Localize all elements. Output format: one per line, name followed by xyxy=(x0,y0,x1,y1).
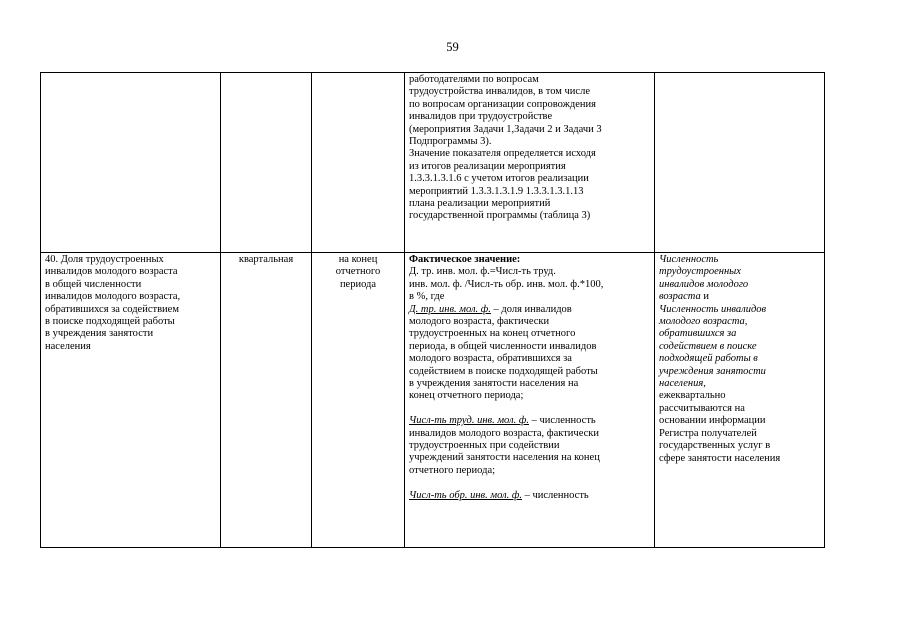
cell-periodicity-40 xyxy=(221,253,312,548)
source-line: Численность инвалидов xyxy=(659,303,767,315)
indicator-name-line: инвалидов молодого возраста, xyxy=(45,291,181,303)
indicators-table xyxy=(40,72,825,548)
source-line: трудоустроенных xyxy=(659,266,741,278)
formula-line: инв. мол. ф. /Числ-ть обр. инв. мол. ф.*100, xyxy=(409,278,604,290)
source-line: Регистра получателей xyxy=(659,427,757,439)
method-text-line: трудоустройства инвалидов, в том числе xyxy=(409,86,590,98)
definition-1-first-line xyxy=(409,304,650,316)
indicator-name-line: 40. Доля трудоустроенных xyxy=(45,254,164,265)
cell-date-empty xyxy=(312,73,405,253)
table-row-continuation xyxy=(41,73,825,253)
method-text-line: Значение показателя определяется исходя xyxy=(409,148,596,160)
method-text-line: государственной программы (таблица 3) xyxy=(409,210,591,222)
spacer xyxy=(409,403,650,415)
definition-2-line: трудоустроенных при содействии xyxy=(409,440,560,452)
method-text-line: Подпрограммы 3). xyxy=(409,136,492,148)
cell-periodicity-empty xyxy=(221,73,312,253)
source-line: инвалидов молодого xyxy=(659,278,749,290)
method-text-line: по вопросам организации сопровождения xyxy=(409,98,596,110)
indicator-name-line: населения xyxy=(45,340,91,352)
definition-2-first-line xyxy=(409,415,650,427)
periodicity-text: квартальная xyxy=(238,254,294,265)
definition-3-term: Числ-ть обр. инв. мол. ф. xyxy=(409,489,522,501)
definition-1-line: молодого возраста, обратившихся за xyxy=(409,353,572,365)
cell-indicator-empty xyxy=(41,73,221,253)
definition-1-line: содействием в поиске подходящей работы xyxy=(409,365,598,377)
definition-1-line: трудоустроенных на конец отчетного xyxy=(409,328,576,340)
definition-1-line: конец отчетного периода; xyxy=(409,390,524,402)
table-row-40 xyxy=(41,253,825,548)
definition-1-term: Д. тр. инв. мол. ф. xyxy=(409,303,491,315)
definition-2-line: инвалидов молодого возраста, фактически xyxy=(409,427,599,439)
date-text-line: периода xyxy=(339,278,377,290)
source-line: учреждения занятости xyxy=(659,365,766,377)
date-text-line: отчетного xyxy=(335,266,381,278)
method-text-line: из итогов реализации мероприятия xyxy=(409,160,566,172)
method-text-line: плана реализации мероприятий xyxy=(409,198,551,210)
source-line: основании информации xyxy=(659,415,766,427)
cell-method-40 xyxy=(405,253,655,548)
definition-2-text: – численность xyxy=(528,415,596,427)
definition-1-line: периода, в общей численности инвалидов xyxy=(409,340,597,352)
method-text-line: мероприятий 1.3.3.1.3.1.9 1.3.3.1.3.1.13 xyxy=(409,185,584,197)
indicator-name-line: обратившихся за содействием xyxy=(45,303,179,315)
method-text-line: (мероприятия Задачи 1,Задачи 2 и Задачи 3 xyxy=(409,123,602,135)
source-line: рассчитываются на xyxy=(659,402,745,414)
method-text-line: работодателями по вопросам xyxy=(409,74,539,85)
source-line: подходящей работы в xyxy=(659,353,758,365)
formula-line: Д. тр. инв. мол. ф.=Числ-ть труд. xyxy=(409,266,556,278)
source-plain-fragment: и xyxy=(700,291,709,303)
indicator-name-line: инвалидов молодого возраста xyxy=(45,266,178,278)
source-line: ежеквартально xyxy=(659,390,726,402)
cell-date-40 xyxy=(312,253,405,548)
formula-heading: Фактическое значение: xyxy=(409,254,521,265)
source-line: содействием в поиске xyxy=(659,340,757,352)
definition-2-term: Числ-ть труд. инв. мол. ф. xyxy=(409,415,529,427)
source-line xyxy=(659,291,820,303)
spacer xyxy=(409,477,650,489)
date-text-line: на конец xyxy=(338,254,378,265)
definition-3-text: – численность xyxy=(521,489,589,501)
source-italic-fragment: возраста xyxy=(659,291,701,303)
method-text-line: инвалидов при трудоустройстве xyxy=(409,111,553,123)
cell-source-empty xyxy=(655,73,825,253)
cell-method-continuation xyxy=(405,73,655,253)
source-line: обратившихся за xyxy=(659,328,737,340)
page-number: 59 xyxy=(446,40,459,54)
indicator-name-line: в общей численности xyxy=(45,278,142,290)
source-line: населения, xyxy=(659,378,706,390)
definition-1-line: молодого возраста, фактически xyxy=(409,316,550,328)
indicator-name-line: в учреждения занятости xyxy=(45,328,154,340)
source-line: государственных услуг в xyxy=(659,440,771,452)
indicator-name-line: в поиске подходящей работы xyxy=(45,316,175,328)
definition-2-line: отчетного периода; xyxy=(409,464,496,476)
source-line: молодого возраста, xyxy=(659,316,748,328)
cell-indicator-40 xyxy=(41,253,221,548)
definition-2-line: учреждений занятости населения на конец xyxy=(409,452,600,464)
cell-source-40 xyxy=(655,253,825,548)
source-line: сфере занятости населения xyxy=(659,452,781,464)
method-text-line: 1.3.3.1.3.1.6 с учетом итогов реализации xyxy=(409,173,589,185)
formula-line: в %, где xyxy=(409,291,445,303)
source-line: Численность xyxy=(659,254,719,265)
definition-1-text: – доля инвалидов xyxy=(490,303,572,315)
definition-1-line: в учреждения занятости населения на xyxy=(409,378,579,390)
definition-3-first-line xyxy=(409,490,650,502)
